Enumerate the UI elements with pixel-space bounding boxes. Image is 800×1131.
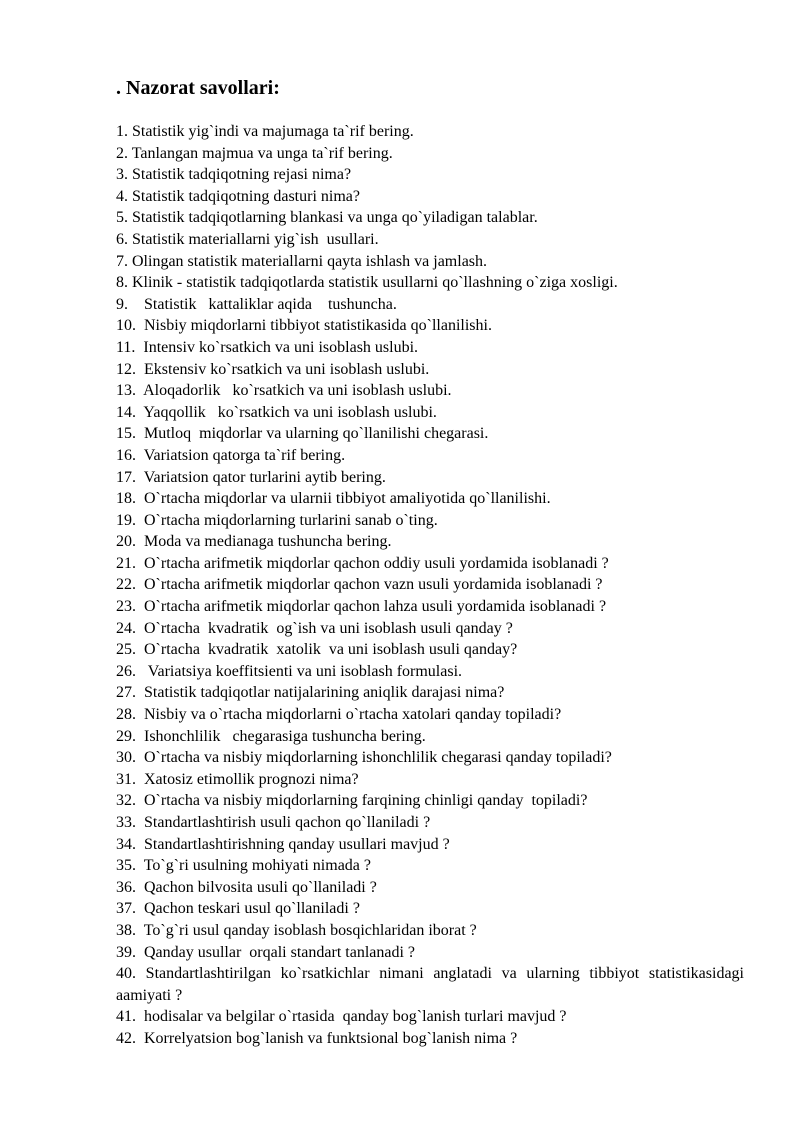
question-item: 42. Korrelyatsion bog`lanish va funktsional bog`lanish nima ? (116, 1029, 518, 1047)
question-item: 7. Olingan statistik materiallarni qayta ishlash va jamlash. (116, 252, 488, 270)
question-item: 26. Variatsiya koeffitsienti va uni isoblash formulasi. (116, 662, 463, 680)
question-item: 10. Nisbiy miqdorlarni tibbiyot statistikasida qo`llanilishi. (116, 317, 492, 335)
question-item: 11. Intensiv ko`rsatkich va uni isoblash uslubi. (116, 338, 419, 356)
question-item: 14. Yaqqollik ko`rsatkich va uni isoblash uslubi. (116, 403, 437, 421)
question-item: 39. Qanday usullar orqali standart tanlanadi ? (116, 943, 416, 961)
question-item: 16. Variatsion qatorga ta`rif bering. (116, 446, 346, 464)
question-item: 41. hodisalar va belgilar o`rtasida qanday bog`lanish turlari mavjud ? (116, 1008, 567, 1026)
question-item: 33. Standartlashtirish usuli qachon qo`llaniladi ? (116, 814, 431, 831)
question-item: 13. Aloqadorlik ko`rsatkich va uni isoblash uslubi. (116, 382, 452, 400)
question-item: 31. Xatosiz etimollik prognozi nima? (116, 770, 359, 788)
question-list (116, 121, 744, 1050)
question-item: 19. O`rtacha miqdorlarning turlarini sanab o`ting. (116, 511, 438, 529)
question-item: 9. Statistik kattaliklar aqida tushuncha. (116, 295, 397, 313)
question-item: 38. To`g`ri usul qanday isoblash bosqichlaridan iborat ? (116, 921, 477, 939)
question-item: 5. Statistik tadqiqotlarning blankasi va unga qo`yiladigan talablar. (116, 209, 538, 227)
section-heading: . Nazorat savollari: (116, 77, 280, 99)
question-item: 36. Qachon bilvosita usuli qo`llaniladi ? (116, 878, 377, 896)
question-item: 28. Nisbiy va o`rtacha miqdorlarni o`rtacha xatolari qanday topiladi? (116, 706, 562, 724)
question-item: 12. Ekstensiv ko`rsatkich va uni isoblash uslubi. (116, 360, 430, 378)
question-item: 32. O`rtacha va nisbiy miqdorlarning farqining chinligi qanday topiladi? (116, 792, 588, 810)
question-item: 37. Qachon teskari usul qo`llaniladi ? (116, 900, 360, 918)
question-item: 20. Moda va medianaga tushuncha bering. (116, 533, 392, 551)
question-item: 24. O`rtacha kvadratik og`ish va uni isoblash usuli qanday ? (116, 619, 513, 637)
question-item: 4. Statistik tadqiqotning dasturi nima? (116, 187, 360, 205)
question-item: 3. Statistik tadqiqotning rejasi nima? (116, 166, 352, 184)
question-item: 18. O`rtacha miqdorlar va ularnii tibbiyot amaliyotida qo`llanilishi. (116, 490, 551, 508)
question-item: 40. Standartlashtirilgan ko`rsatkichlar nimani anglatadi va ularning tibbiyot statistikasidagi aamiyati ? (116, 965, 744, 1004)
question-item: 1. Statistik yig`indi va majumaga ta`rif bering. (116, 123, 414, 140)
question-item: 15. Mutloq miqdorlar va ularning qo`llanilishi chegarasi. (116, 425, 489, 443)
question-item: 8. Klinik - statistik tadqiqotlarda statistik usullarni qo`llashning o`ziga xosligi. (116, 274, 618, 292)
question-item: 34. Standartlashtirishning qanday usullari mavjud ? (116, 835, 450, 853)
question-item: 22. O`rtacha arifmetik miqdorlar qachon vazn usuli yordamida isoblanadi ? (116, 576, 603, 594)
question-item: 6. Statistik materiallarni yig`ish usullari. (116, 230, 379, 248)
question-item: 27. Statistik tadqiqotlar natijalarining aniqlik darajasi nima? (116, 684, 505, 702)
question-item: 17. Variatsion qator turlarini aytib bering. (116, 468, 386, 486)
question-item: 35. To`g`ri usulning mohiyati nimada ? (116, 857, 371, 875)
question-item: 25. O`rtacha kvadratik xatolik va uni isoblash usuli qanday? (116, 641, 518, 659)
question-item: 21. O`rtacha arifmetik miqdorlar qachon oddiy usuli yordamida isoblanadi ? (116, 554, 609, 572)
question-item: 29. Ishonchlilik chegarasiga tushuncha bering. (116, 727, 426, 745)
question-item: 30. O`rtacha va nisbiy miqdorlarning ishonchlilik chegarasi qanday topiladi? (116, 749, 612, 767)
question-item: 2. Tanlangan majmua va unga ta`rif bering. (116, 144, 393, 162)
question-item: 23. O`rtacha arifmetik miqdorlar qachon lahza usuli yordamida isoblanadi ? (116, 598, 607, 616)
document-page (116, 76, 744, 1050)
